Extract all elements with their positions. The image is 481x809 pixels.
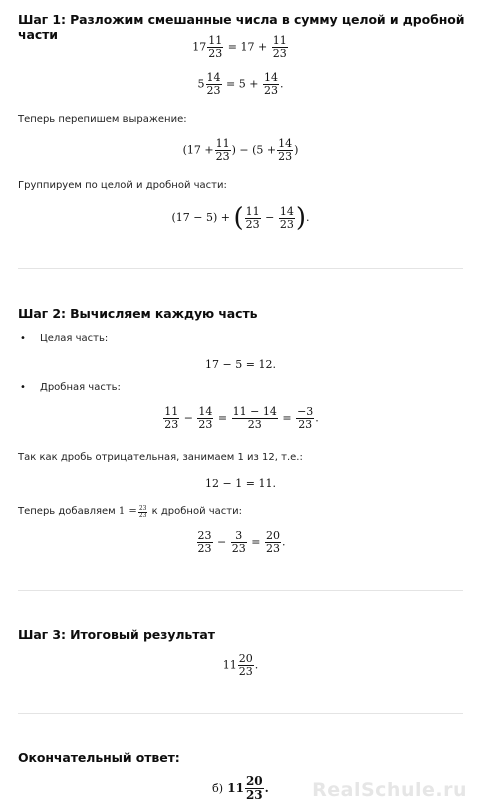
eq2-period: .: [279, 77, 284, 91]
whole-eq: 17 − 5 = 12.: [205, 358, 276, 371]
divider-1: [18, 268, 463, 269]
eq1-whole: 17: [192, 40, 207, 54]
eq4-period: .: [306, 211, 310, 224]
eq3-fraction-2: $\frac{14}{23}$: [278, 137, 293, 163]
eq4-fraction-1: $\frac{11}{23}$: [245, 204, 260, 231]
aeq-fraction-1: $\frac{23}{23}$: [197, 529, 212, 555]
eq4-minus: −: [265, 211, 275, 224]
aeq-fraction-2: $\frac{3}{23}$: [231, 529, 246, 555]
final-title: Окончательный ответ:: [18, 750, 180, 765]
step1-eq3: [0, 138, 481, 163]
step2-title: Шаг 2: Вычисляем каждую часть: [18, 306, 258, 321]
eq4-fraction-2: $\frac{14}{23}$: [279, 204, 294, 231]
left-paren: (: [233, 203, 244, 233]
feq-fraction-2: $\frac{14}{23}$: [198, 405, 213, 431]
feq-fraction-3: $\frac{11 - 14}{23}$: [232, 405, 277, 431]
add-inline-fraction: $\frac{23}{23}$: [138, 505, 147, 519]
divider-3: [18, 713, 463, 714]
aeq-equals: =: [251, 535, 261, 549]
aeq-period: .: [281, 535, 286, 549]
answer-whole: 11: [227, 781, 244, 795]
result-fraction: $\frac{20}{23}$: [238, 652, 253, 678]
step1-eq4: [0, 203, 481, 233]
result-period: .: [254, 658, 259, 672]
feq-period: .: [315, 411, 319, 425]
eq3-fraction-1: $\frac{11}{23}$: [215, 137, 230, 163]
right-paren: ): [295, 203, 307, 233]
add-text-b: к дробной части:: [151, 506, 242, 517]
rewrite-text: Теперь перепишем выражение:: [18, 114, 187, 125]
feq-fraction-1: $\frac{11}{23}$: [164, 405, 179, 431]
feq-minus: −: [183, 411, 193, 425]
add-text: [18, 506, 242, 519]
fraction-label: Дробная часть:: [40, 382, 121, 393]
group-text: Группируем по целой и дробной части:: [18, 180, 227, 191]
add-text-a: Теперь добавляем: [18, 506, 116, 517]
watermark-logo: RealSchule.ru: [312, 779, 467, 801]
eq3-part-b: ) − (5 +: [231, 143, 277, 157]
feq-equals-2: =: [282, 411, 292, 425]
eq2-fraction: $\frac{14}{23}$: [206, 71, 221, 97]
eq3-part-a: (17 +: [182, 143, 214, 157]
answer-fraction: $\frac{20}{23}$: [245, 774, 263, 802]
eq3-part-c: ): [294, 143, 299, 157]
step3-title: Шаг 3: Итоговый результат: [18, 627, 215, 642]
step1-eq2: [0, 72, 481, 97]
step1-title: Шаг 1: Разложим смешанные числа в сумму целой и дробной части: [18, 12, 465, 42]
borrow-eq: 12 − 1 = 11.: [205, 477, 276, 490]
eq2-whole: 5: [197, 77, 205, 91]
result-eq: [0, 653, 481, 678]
feq-equals-1: =: [217, 411, 228, 425]
eq2-rest: = 5 +: [226, 77, 259, 91]
divider-2: [18, 590, 463, 591]
eq2-fraction-2: $\frac{14}{23}$: [263, 71, 278, 97]
add-eq: [0, 530, 481, 555]
aeq-minus: −: [217, 535, 227, 549]
bullet-fraction: •: [20, 382, 26, 393]
borrow-text: Так как дробь отрицательная, занимаем 1 из 12, т.е.:: [18, 452, 303, 463]
aeq-fraction-3: $\frac{20}{23}$: [265, 529, 280, 555]
answer-period: .: [264, 781, 269, 795]
whole-label: Целая часть:: [40, 333, 109, 344]
eq1-fraction: $\frac{11}{23}$: [208, 34, 223, 60]
bullet-whole: •: [20, 333, 26, 344]
eq1-rest: = 17 +: [227, 40, 268, 54]
answer-prefix: б): [212, 782, 224, 795]
eq1-fraction-2: $\frac{11}{23}$: [272, 34, 287, 60]
fraction-eq: [0, 406, 481, 431]
feq-fraction-4: $\frac{-3}{23}$: [297, 405, 314, 431]
add-inline-math: 1 = $\frac{23}{23}$: [118, 505, 147, 519]
eq4-part-a: (17 − 5) +: [171, 211, 230, 224]
step1-eq1: [0, 35, 481, 60]
result-whole: 11: [222, 658, 237, 672]
